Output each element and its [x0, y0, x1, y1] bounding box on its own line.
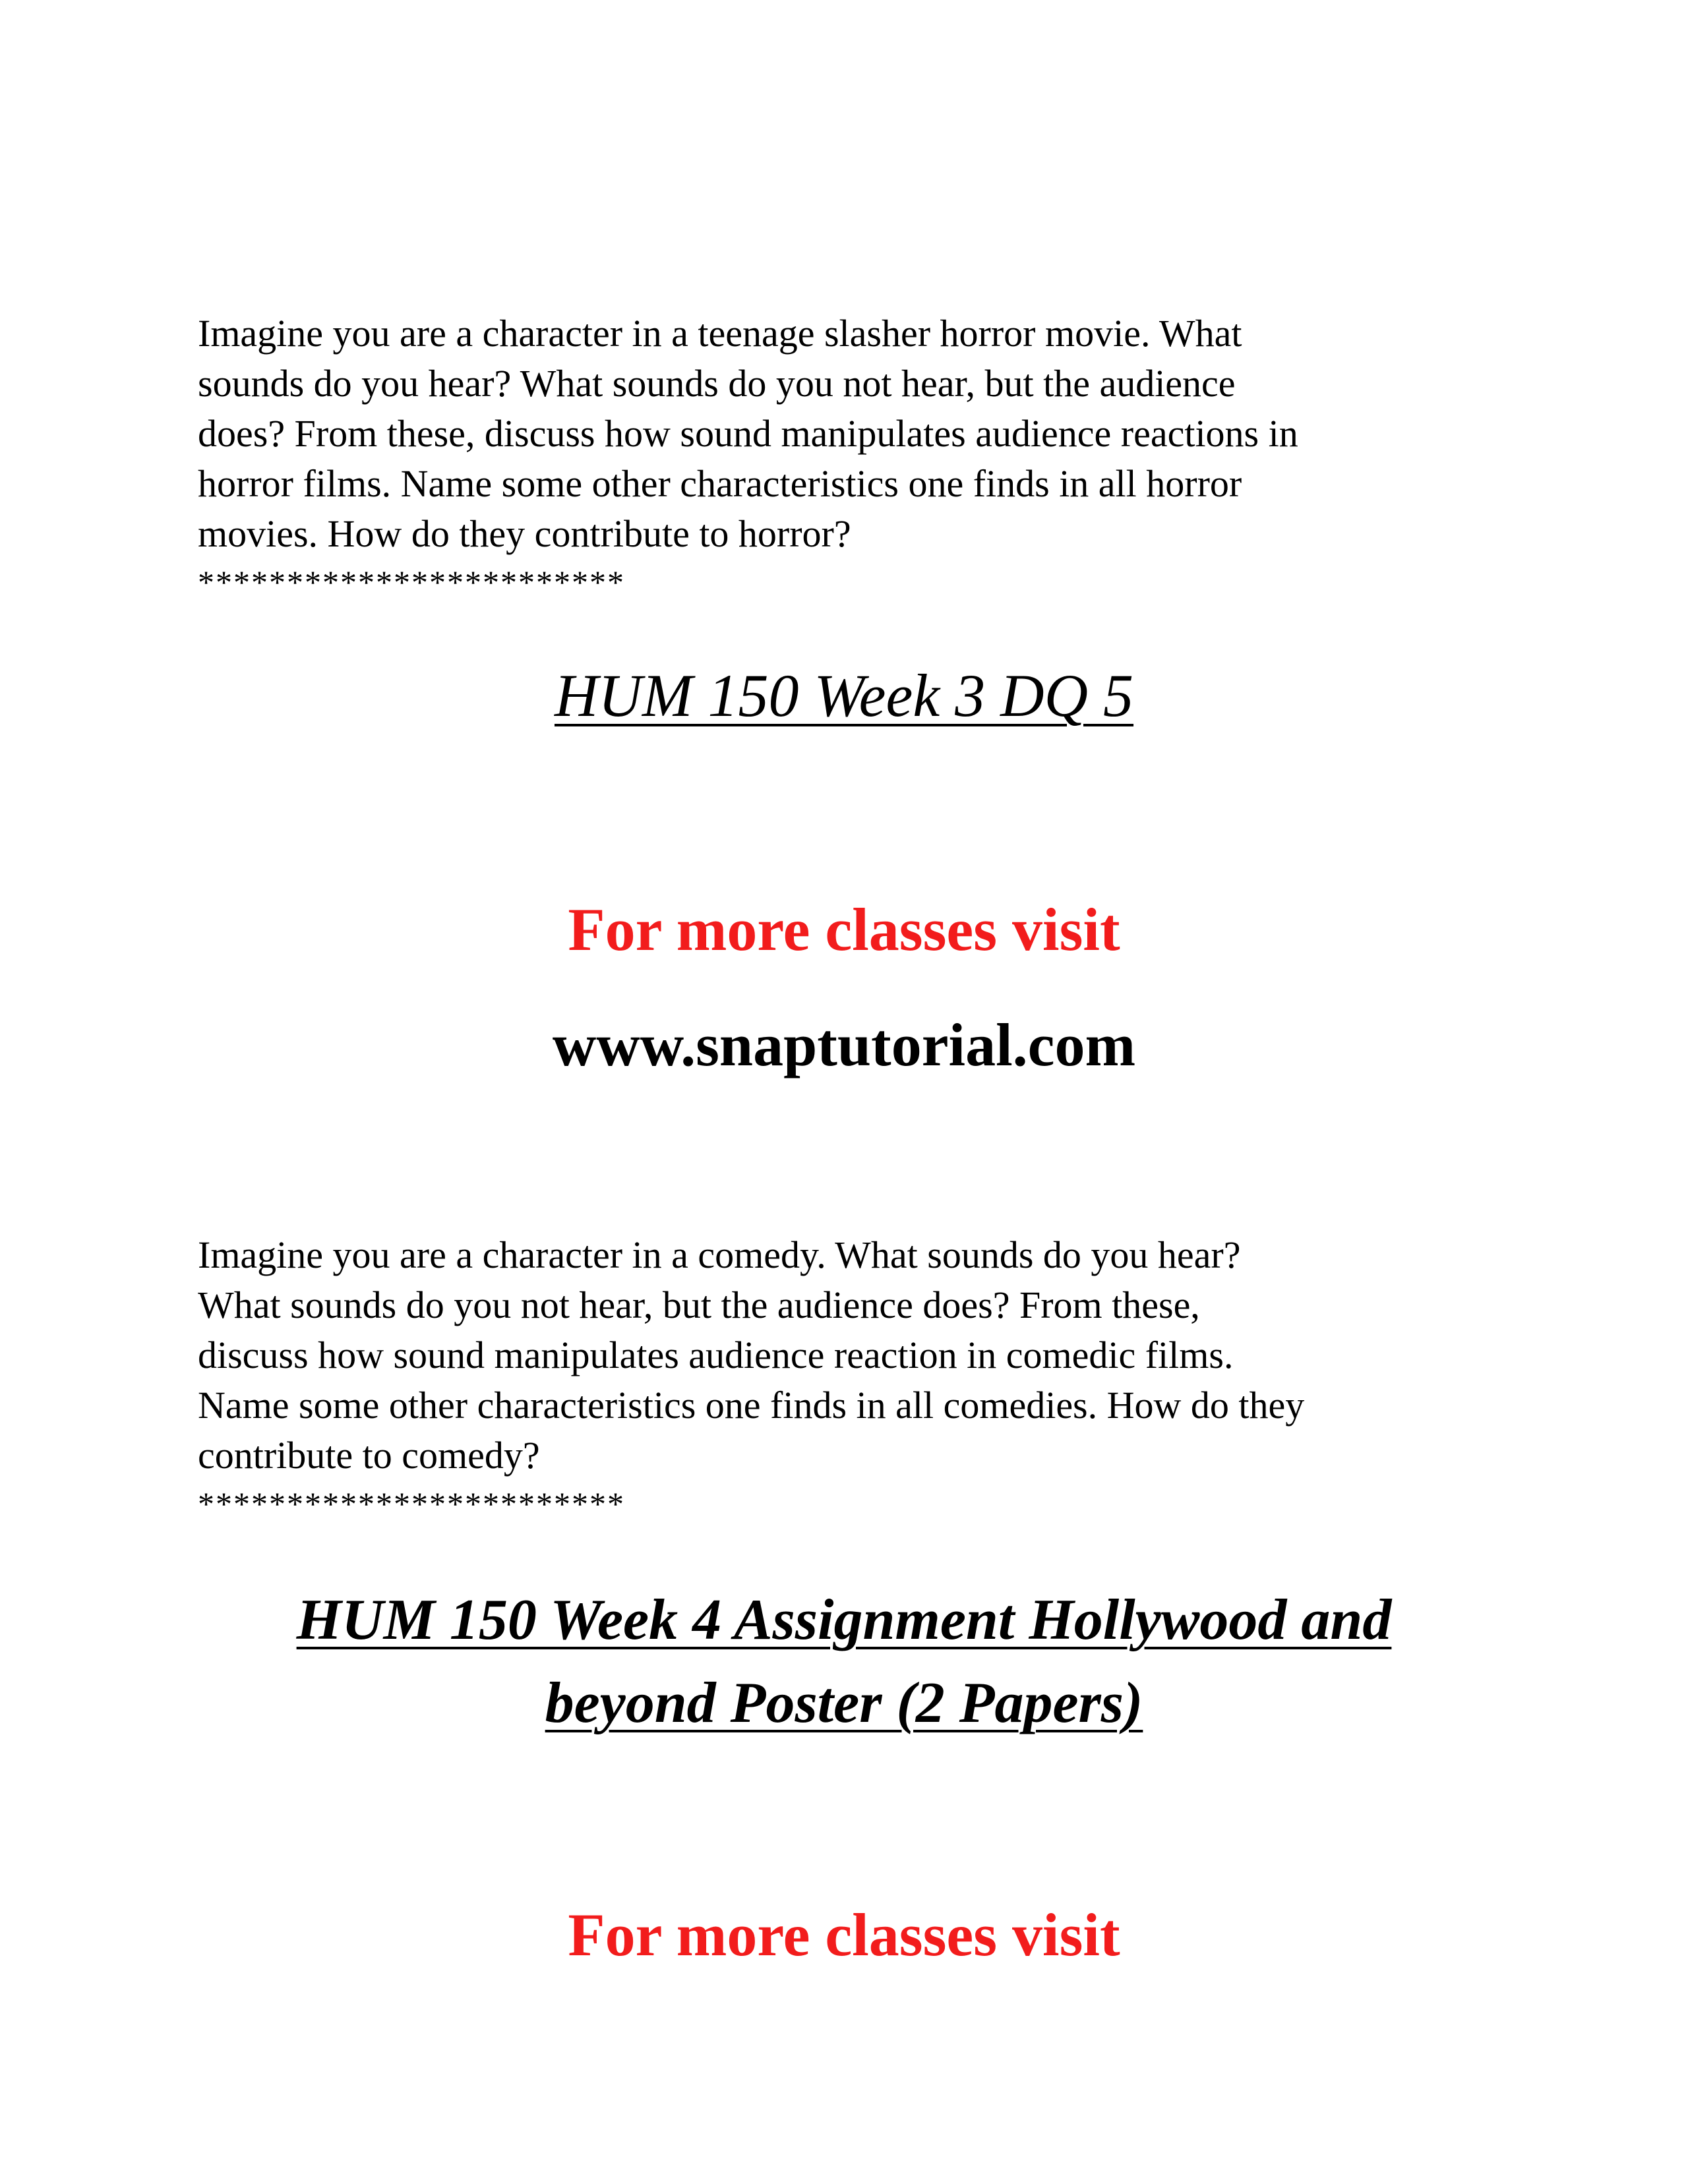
promo-url-link[interactable]: www.snaptutorial.com — [552, 1011, 1136, 1078]
paragraph-line: Imagine you are a character in a teenage slasher horror movie. What — [198, 312, 1242, 355]
paragraph-line: Name some other characteristics one finds in all comedies. How do they — [198, 1384, 1305, 1427]
horror-question-paragraph — [198, 309, 1490, 559]
paragraph-line: discuss how sound manipulates audience reaction in comedic films. — [198, 1334, 1234, 1376]
separator-stars: ************************ — [198, 564, 625, 601]
heading-week4-line1: HUM 150 Week 4 Assignment Hollywood and — [296, 1588, 1392, 1652]
promo-label: For more classes visit — [568, 1901, 1120, 1968]
heading-week3-dq5: HUM 150 Week 3 DQ 5 — [554, 662, 1134, 729]
paragraph-line: Imagine you are a character in a comedy. What sounds do you hear? — [198, 1233, 1241, 1276]
paragraph-line: What sounds do you not hear, but the audience does? From these, — [198, 1284, 1200, 1326]
paragraph-line: does? From these, discuss how sound manipulates audience reactions in — [198, 412, 1298, 455]
paragraph-line: contribute to comedy? — [198, 1434, 540, 1477]
paragraph-line: movies. How do they contribute to horror? — [198, 512, 851, 555]
comedy-question-paragraph — [198, 1230, 1490, 1481]
heading-week4-line2: beyond Poster (2 Papers) — [545, 1671, 1143, 1735]
promo-label: For more classes visit — [568, 896, 1120, 963]
separator-stars: ************************ — [198, 1485, 625, 1522]
paragraph-line: horror films. Name some other characteristics one finds in all horror — [198, 462, 1242, 505]
paragraph-line: sounds do you hear? What sounds do you not hear, but the audience — [198, 362, 1236, 405]
